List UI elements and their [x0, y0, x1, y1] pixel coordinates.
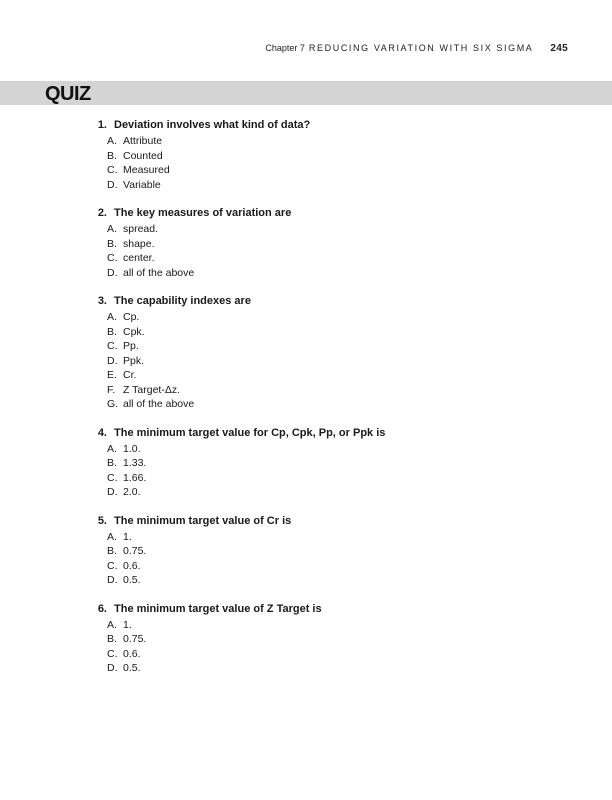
answer-option	[107, 383, 568, 398]
answer-option	[107, 149, 568, 164]
answer-option	[107, 559, 568, 574]
option-letter: D.	[107, 354, 118, 367]
question-list	[88, 118, 568, 690]
answer-option	[107, 325, 568, 340]
answer-option	[107, 222, 568, 237]
option-letter: D.	[107, 574, 118, 586]
option-letter: D.	[107, 178, 118, 191]
question-heading	[88, 602, 568, 616]
option-text: Cpk.	[123, 325, 145, 338]
option-text: 0.6.	[123, 647, 141, 660]
option-letter: E.	[107, 369, 117, 381]
answer-option	[107, 661, 568, 676]
option-letter: D.	[107, 662, 118, 674]
question-text: Deviation involves what kind of data?	[114, 119, 311, 131]
question-text: The minimum target value of Z Target is	[114, 602, 322, 615]
answer-option	[107, 618, 568, 633]
running-head-title: REDUCING VARIATION WITH SIX SIGMA	[308, 43, 534, 53]
question-heading	[88, 206, 568, 220]
option-letter: C.	[107, 164, 118, 176]
question-text: The capability indexes are	[114, 295, 251, 307]
answer-options	[107, 442, 568, 500]
option-letter: C.	[107, 647, 118, 660]
answer-options	[107, 310, 568, 412]
option-letter: A.	[107, 311, 117, 323]
answer-option	[107, 442, 568, 457]
question-number: 1.	[97, 119, 107, 131]
running-head	[265, 43, 568, 54]
question-heading	[88, 294, 568, 308]
section-title: QUIZ	[45, 83, 91, 105]
answer-option	[107, 573, 568, 588]
answer-option	[107, 471, 568, 486]
answer-option	[107, 266, 568, 281]
answer-options	[107, 134, 568, 192]
answer-option	[107, 178, 568, 193]
option-text: Ppk.	[123, 354, 145, 367]
option-letter: B.	[107, 545, 117, 557]
option-letter: A.	[107, 442, 117, 455]
option-text: 0.75.	[123, 633, 147, 645]
question-item	[88, 514, 568, 588]
question-heading	[88, 426, 568, 440]
option-letter: C.	[107, 252, 118, 264]
option-text: 1.	[123, 530, 132, 543]
option-letter: A.	[107, 618, 117, 631]
answer-option	[107, 530, 568, 545]
option-letter: F.	[107, 383, 116, 396]
answer-option	[107, 163, 568, 178]
option-text: Cr.	[123, 369, 137, 381]
option-letter: A.	[107, 530, 117, 543]
option-text: Variable	[123, 178, 161, 191]
option-text: all of the above	[123, 398, 195, 410]
answer-option	[107, 485, 568, 500]
option-letter: G.	[107, 398, 119, 410]
question-text: The minimum target value for Cp, Cpk, Pp, or Ppk is	[114, 426, 386, 439]
question-text: The minimum target value of Cr is	[114, 514, 292, 527]
option-text: 0.75.	[123, 545, 147, 557]
answer-option	[107, 339, 568, 354]
option-text: Pp.	[123, 340, 139, 352]
answer-options	[107, 530, 568, 588]
option-text: spread.	[123, 223, 159, 235]
question-number: 3.	[97, 295, 107, 307]
answer-options	[107, 618, 568, 676]
question-heading	[88, 514, 568, 528]
option-letter: B.	[107, 237, 117, 250]
option-text: 1.66.	[123, 471, 147, 484]
option-text: all of the above	[123, 266, 195, 279]
question-number: 6.	[97, 602, 107, 615]
option-letter: B.	[107, 457, 117, 469]
option-text: Cp.	[123, 311, 140, 323]
question-number: 4.	[97, 426, 107, 439]
option-letter: B.	[107, 325, 117, 338]
option-text: shape.	[123, 237, 155, 250]
option-letter: B.	[107, 149, 117, 162]
section-header-bar	[0, 81, 612, 105]
question-number: 2.	[97, 207, 107, 219]
option-letter: C.	[107, 340, 118, 352]
answer-option	[107, 397, 568, 412]
answer-option	[107, 544, 568, 559]
question-item	[88, 426, 568, 500]
answer-option	[107, 368, 568, 383]
option-text: 0.5.	[123, 662, 141, 674]
running-head-chapter: Chapter 7	[265, 43, 305, 53]
question-item	[88, 294, 568, 412]
answer-option	[107, 354, 568, 369]
question-item	[88, 206, 568, 280]
answer-option	[107, 310, 568, 325]
question-item	[88, 118, 568, 192]
question-item	[88, 602, 568, 676]
option-text: Z Target-Δz.	[123, 383, 181, 396]
option-text: 0.6.	[123, 559, 141, 572]
answer-option	[107, 134, 568, 149]
answer-option	[107, 647, 568, 662]
option-text: 2.0.	[123, 486, 141, 498]
answer-option	[107, 251, 568, 266]
page-number: 245	[550, 43, 568, 54]
option-text: 1.	[123, 618, 132, 631]
option-text: center.	[123, 252, 155, 264]
question-number: 5.	[97, 514, 107, 527]
answer-option	[107, 632, 568, 647]
question-text: The key measures of variation are	[114, 207, 292, 219]
option-text: 0.5.	[123, 574, 141, 586]
answer-options	[107, 222, 568, 280]
option-text: Counted	[123, 149, 163, 162]
option-letter: D.	[107, 266, 118, 279]
option-letter: A.	[107, 223, 117, 235]
option-letter: B.	[107, 633, 117, 645]
option-letter: C.	[107, 471, 118, 484]
option-text: 1.0.	[123, 442, 141, 455]
option-letter: C.	[107, 559, 118, 572]
option-text: Measured	[123, 164, 170, 176]
option-text: Attribute	[123, 135, 163, 147]
option-letter: D.	[107, 486, 118, 498]
answer-option	[107, 456, 568, 471]
option-letter: A.	[107, 135, 117, 147]
option-text: 1.33.	[123, 457, 147, 469]
answer-option	[107, 237, 568, 252]
question-heading	[88, 118, 568, 132]
